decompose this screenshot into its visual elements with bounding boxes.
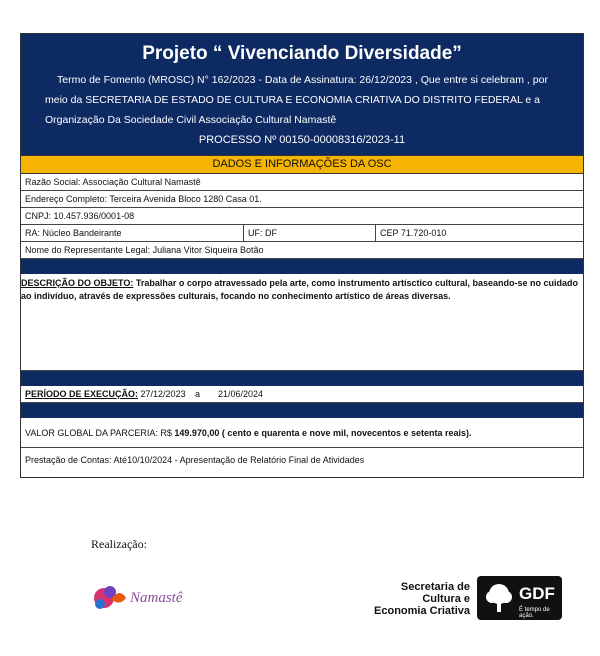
gdf-tagline: É tempo de ação. xyxy=(519,607,550,619)
location-row xyxy=(21,225,583,242)
cnpj-row: CNPJ: 10.457.936/0001-08 xyxy=(21,208,583,225)
agreement-line-3: Organização Da Sociedade Civil Associação Cultural Namastê xyxy=(45,114,337,126)
realizacao-label: Realização: xyxy=(91,537,147,551)
gdf-wordmark: GDF xyxy=(519,584,555,603)
secretaria-line-2: Cultura e xyxy=(422,593,470,605)
secretaria-line-1: Secretaria de xyxy=(400,581,470,593)
agreement-description xyxy=(45,70,573,130)
secretaria-logo-text xyxy=(365,581,470,617)
agreement-line-2: meio da SECRETARIA DE ESTADO DE CULTURA E ECONOMIA CRIATIVA DO DISTRITO FEDERAL e a xyxy=(45,94,540,106)
objeto-section xyxy=(21,274,583,371)
razao-social-row: Razão Social: Associação Cultural Namastê xyxy=(21,174,583,191)
periodo-start: 27/12/2023 xyxy=(140,389,186,399)
ra-cell: RA: Núcleo Bandeirante xyxy=(21,225,244,241)
gdf-logo xyxy=(477,576,562,620)
document-frame xyxy=(20,33,584,478)
cep-cell: CEP 71.720-010 xyxy=(380,228,447,238)
representante-row: Nome do Representante Legal: Juliana Vitor Siqueira Botão xyxy=(21,242,583,259)
periodo-row xyxy=(21,386,583,403)
svg-text:Namastê: Namastê xyxy=(130,590,183,606)
prestacao-row: Prestação de Contas: Até10/10/2024 - Apresentação de Relatório Final de Atividades xyxy=(25,455,365,465)
namaste-logo-icon xyxy=(90,578,205,618)
secretaria-line-3: Economia Criativa xyxy=(374,605,470,617)
objeto-text: Trabalhar o corpo atravessado pela arte, como instrumento artísctico cultural, baseando-se no cuidado ao indivíduo, através de expressões culturais, focando no conhecimento artístico de áreas diversas. xyxy=(21,278,578,301)
project-title: Projeto “ Vivenciando Diversidade” xyxy=(142,43,462,64)
objeto-label: DESCRIÇÃO DO OBJETO: xyxy=(21,278,134,288)
divider-bar xyxy=(21,403,583,418)
valor-prefix: VALOR GLOBAL DA PARCERIA: R$ xyxy=(25,428,175,438)
periodo-label: PERÍODO DE EXECUÇÃO: xyxy=(25,389,139,399)
namaste-logo xyxy=(90,578,205,618)
agreement-line-1: Termo de Fomento (MROSC) N° 162/2023 - Data de Assinatura: 26/12/2023 , Que entre si celebram , por xyxy=(57,74,548,86)
valor-amount: 149.970,00 ( cento e quarenta e nove mil, novecentos e setenta reais). xyxy=(174,428,472,438)
osc-section-title: DADOS E INFORMAÇÕES DA OSC xyxy=(21,155,583,174)
endereco-row: Endereço Completo: Terceira Avenida Bloco 1280 Casa 01. xyxy=(21,191,583,208)
valor-row xyxy=(21,418,583,448)
header-banner xyxy=(21,34,583,155)
divider-bar xyxy=(21,259,583,274)
tree-icon xyxy=(482,582,516,614)
periodo-separator: a xyxy=(195,389,201,399)
periodo-end: 21/06/2024 xyxy=(218,389,264,399)
uf-cell: UF: DF xyxy=(244,225,376,241)
process-number: PROCESSO Nº 00150-00008316/2023-11 xyxy=(198,134,406,146)
divider-bar xyxy=(21,371,583,386)
